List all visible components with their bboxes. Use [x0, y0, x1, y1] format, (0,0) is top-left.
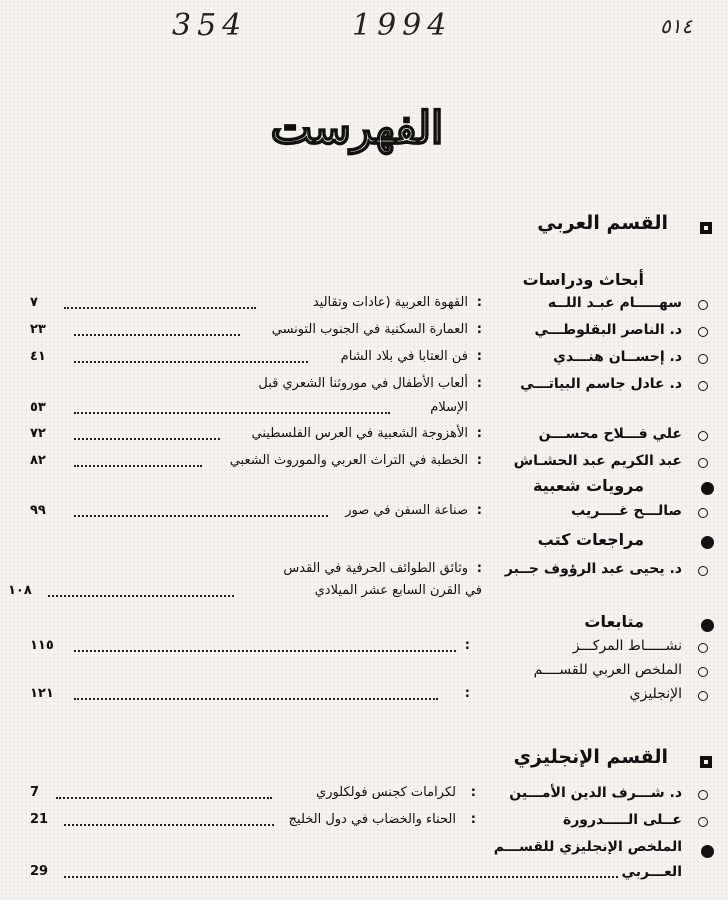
entry-page: ١٢١ — [30, 686, 54, 701]
entry-title: ألعاب الأطفال في موروثنا الشعري قبل — [258, 376, 468, 391]
circle-bullet-icon — [698, 327, 708, 337]
toc-entry: الإنجليزي : ١٢١ — [30, 686, 708, 708]
entry-author: د. عادل جاسم البياتـــي — [520, 376, 682, 392]
group-bullet-icon — [701, 536, 714, 549]
dot-leader — [74, 406, 390, 414]
toc-entry: علي فـــلاح محســـن : الأهزوجة الشعبية في العرس الفلسطيني ٧٢ — [30, 426, 708, 448]
circle-bullet-icon — [698, 667, 708, 677]
entry-page: ١٠٨ — [8, 583, 32, 598]
toc-entry — [30, 839, 708, 861]
contents-title-text: الفهرست — [270, 102, 444, 154]
group-bullet-icon — [701, 619, 714, 632]
section-heading-english: القسم الإنجليزي — [513, 746, 668, 768]
entry-author: نشـــــاط المركـــز — [572, 638, 682, 654]
contents-title — [236, 92, 478, 164]
entry-author: الملخص الإنجليزي للقســـم — [493, 839, 682, 855]
entry-author: د. يحيى عبد الرؤوف جــبر — [504, 561, 682, 577]
dot-leader — [48, 589, 234, 597]
dot-leader — [74, 355, 308, 363]
dot-leader — [74, 692, 438, 700]
toc-entry: عبد الكريم عبد الحشـاش : الخطبة في التراث العربي والموروث الشعبي ٨٢ — [30, 453, 708, 475]
entry-title: العمارة السكنية في الجنوب التونسي — [271, 322, 468, 337]
dot-leader — [74, 459, 202, 467]
entry-page: ١١٥ — [30, 638, 54, 653]
toc-entry-continuation — [30, 400, 708, 422]
entry-title: وثائق الطوائف الحرفية في القدس — [283, 561, 468, 576]
entry-author: صالـــح غــــريب — [571, 503, 682, 519]
circle-bullet-icon — [698, 691, 708, 701]
toc-entry: د. إحســان هنـــدي : فن العتابا في بلاد الشام ٤١ — [30, 349, 708, 371]
entry-author: د. إحســان هنـــدي — [553, 349, 682, 365]
entry-page: ٩٩ — [30, 503, 46, 518]
entry-author: د. شـــرف الدين الأمـــين — [509, 785, 682, 801]
handwritten-number: 354 — [172, 8, 248, 43]
entry-page: 29 — [30, 864, 49, 879]
entry-title: الخطبة في التراث العربي والموروث الشعبي — [229, 453, 468, 468]
dot-leader — [74, 509, 328, 517]
circle-bullet-icon — [698, 508, 708, 518]
group-heading-research: أبحاث ودراسات — [522, 270, 644, 289]
entry-title-continued: الإسلام — [430, 400, 468, 415]
toc-entry: د. عادل جاسم البياتـــي : ألعاب الأطفال في موروثنا الشعري قبل — [30, 376, 708, 398]
toc-entry: د. يحيى عبد الرؤوف جــبر : وثائق الطوائف الحرفية في القدس — [30, 561, 708, 583]
entry-page: ٧ — [30, 295, 38, 310]
dot-leader — [74, 432, 220, 440]
handwritten-year: 1994 — [352, 8, 453, 43]
entry-title: القهوة العربية (عادات وتقاليد — [312, 295, 468, 310]
dot-leader — [74, 644, 456, 652]
entry-title: الحناء والخضاب في دول الخليج — [288, 812, 456, 827]
toc-entry-continuation — [8, 583, 708, 605]
toc-entry: د. الناصر البقلوطـــي : العمارة السكنية في الجنوب التونسي ٢٣ — [30, 322, 708, 344]
dot-leader — [64, 818, 274, 826]
entry-author: عبد الكريم عبد الحشـاش — [513, 453, 682, 469]
circle-bullet-icon — [698, 354, 708, 364]
toc-entry: نشـــــاط المركـــز : ١١٥ — [30, 638, 708, 660]
section-square-icon — [700, 756, 712, 768]
entry-title: الأهزوجة الشعبية في العرس الفلسطيني — [251, 426, 468, 441]
circle-bullet-icon — [698, 431, 708, 441]
entry-page: ٤١ — [30, 349, 46, 364]
group-bullet-icon — [701, 482, 714, 495]
dot-leader — [74, 328, 240, 336]
circle-bullet-icon — [698, 458, 708, 468]
toc-entry: صالـــح غــــريب : صناعة السفن في صور ٩٩ — [30, 503, 708, 525]
circle-bullet-icon — [698, 300, 708, 310]
entry-author: عــلى الـــــدرورة — [562, 812, 682, 828]
entry-author: علي فـــلاح محســـن — [538, 426, 682, 442]
entry-author: الملخص العربي للقســــم — [533, 662, 682, 678]
section-heading-arabic: القسم العربي — [537, 212, 668, 234]
dot-leader — [64, 870, 618, 878]
dot-leader — [64, 301, 256, 309]
entry-author: د. الناصر البقلوطـــي — [534, 322, 682, 338]
entry-page: ٢٣ — [30, 322, 46, 337]
circle-bullet-icon — [698, 381, 708, 391]
circle-bullet-icon — [698, 643, 708, 653]
group-heading-follow-ups: متابعات — [584, 612, 644, 631]
entry-author: العـــربي — [621, 864, 682, 880]
entry-page: ٨٢ — [30, 453, 46, 468]
toc-entry: سهـــــام عبـد اللــه : القهوة العربية (عادات وتقاليد ٧ — [30, 295, 708, 317]
section-square-icon — [700, 222, 712, 234]
entry-author: سهـــــام عبـد اللــه — [547, 295, 682, 311]
toc-entry: عــلى الـــــدرورة : الحناء والخضاب في دول الخليج 21 — [30, 812, 708, 834]
toc-entry: د. شـــرف الدين الأمـــين : لكرامات كجنس فولكلوري 7 — [30, 785, 708, 807]
handwritten-mark: ٥١٤ — [660, 14, 693, 38]
entry-page: ٥٣ — [30, 400, 46, 415]
entry-page: ٧٢ — [30, 426, 46, 441]
group-heading-folk-narratives: مرويات شعبية — [533, 476, 644, 495]
circle-bullet-icon — [698, 566, 708, 576]
circle-bullet-icon — [698, 817, 708, 827]
entry-page: 7 — [30, 785, 40, 800]
entry-title: لكرامات كجنس فولكلوري — [316, 785, 456, 800]
toc-entry — [30, 864, 708, 886]
dot-leader — [56, 791, 272, 799]
toc-entry — [30, 662, 708, 684]
entry-author: الإنجليزي — [629, 686, 682, 702]
entry-page: 21 — [30, 812, 49, 827]
entry-title: صناعة السفن في صور — [345, 503, 468, 518]
circle-bullet-icon — [698, 790, 708, 800]
entry-title: فن العتابا في بلاد الشام — [340, 349, 468, 364]
group-heading-book-reviews: مراجعات كتب — [537, 530, 644, 549]
entry-title-continued: في القرن السابع عشر الميلادي — [314, 583, 482, 598]
